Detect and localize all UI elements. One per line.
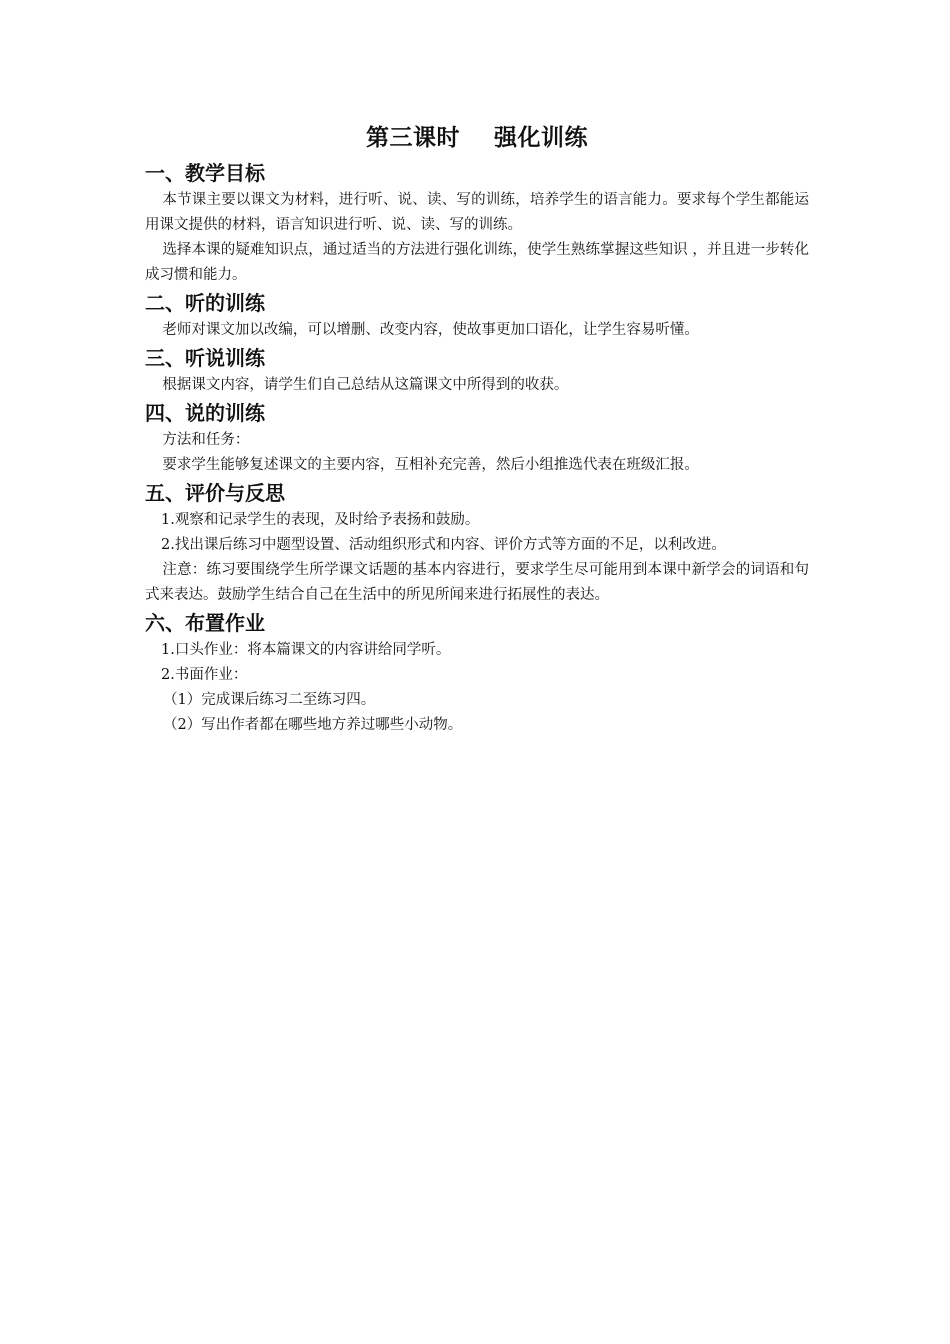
paragraph: 根据课文内容，请学生们自己总结从这篇课文中所得到的收获。 (162, 377, 569, 393)
paragraph: 本节课主要以课文为材料，进行听、说、读、写的训练，培养学生的语言能力。要求每个学生都能运用课文提供的材料，语言知识进行听、说、读、写的训练。 (145, 192, 809, 233)
paragraph: 要求学生能够复述课文的主要内容，互相补充完善，然后小组推选代表在班级汇报。 (162, 457, 699, 473)
section-heading: 五、评价与反思 (145, 481, 285, 505)
sub-list-item: （2）写出作者都在哪些地方养过哪些小动物。 (163, 717, 463, 733)
section-heading: 二、听的训练 (145, 291, 265, 315)
list-item: 2.书面作业： (161, 667, 248, 683)
paragraph: 方法和任务： (162, 432, 250, 448)
note-paragraph: 注意：练习要围绕学生所学课文话题的基本内容进行，要求学生尽可能用到本课中新学会的词语和句式来表达。鼓励学生结合自己在生活中的所见所闻来进行拓展性的表达。 (145, 562, 809, 603)
list-item: 1.观察和记录学生的表现，及时给予表扬和鼓励。 (161, 512, 480, 528)
section-listening-speaking-training (145, 343, 809, 398)
page-title: 第三课时 强化训练 (365, 125, 589, 151)
section-heading: 六、布置作业 (145, 611, 265, 635)
section-heading: 三、听说训练 (145, 346, 265, 370)
document-page (145, 118, 809, 738)
sub-list-item: （1）完成课后练习二至练习四。 (163, 692, 376, 708)
section-teaching-goals (145, 158, 809, 288)
section-heading: 一、教学目标 (145, 161, 265, 185)
section-evaluation-reflection (145, 478, 809, 608)
section-listening-training (145, 288, 809, 343)
paragraph: 选择本课的疑难知识点，通过适当的方法进行强化训练，使学生熟练掌握这些知识 ，并且进一步转化成习惯和能力。 (145, 242, 809, 283)
list-item: 2.找出课后练习中题型设置、活动组织形式和内容、评价方式等方面的不足，以利改进。 (161, 537, 726, 553)
paragraph: 老师对课文加以改编，可以增删、改变内容，使故事更加口语化，让学生容易听懂。 (162, 322, 699, 338)
section-speaking-training (145, 398, 809, 478)
section-homework (145, 608, 809, 738)
section-heading: 四、说的训练 (145, 401, 265, 425)
list-item: 1.口头作业：将本篇课文的内容讲给同学听。 (161, 642, 451, 658)
